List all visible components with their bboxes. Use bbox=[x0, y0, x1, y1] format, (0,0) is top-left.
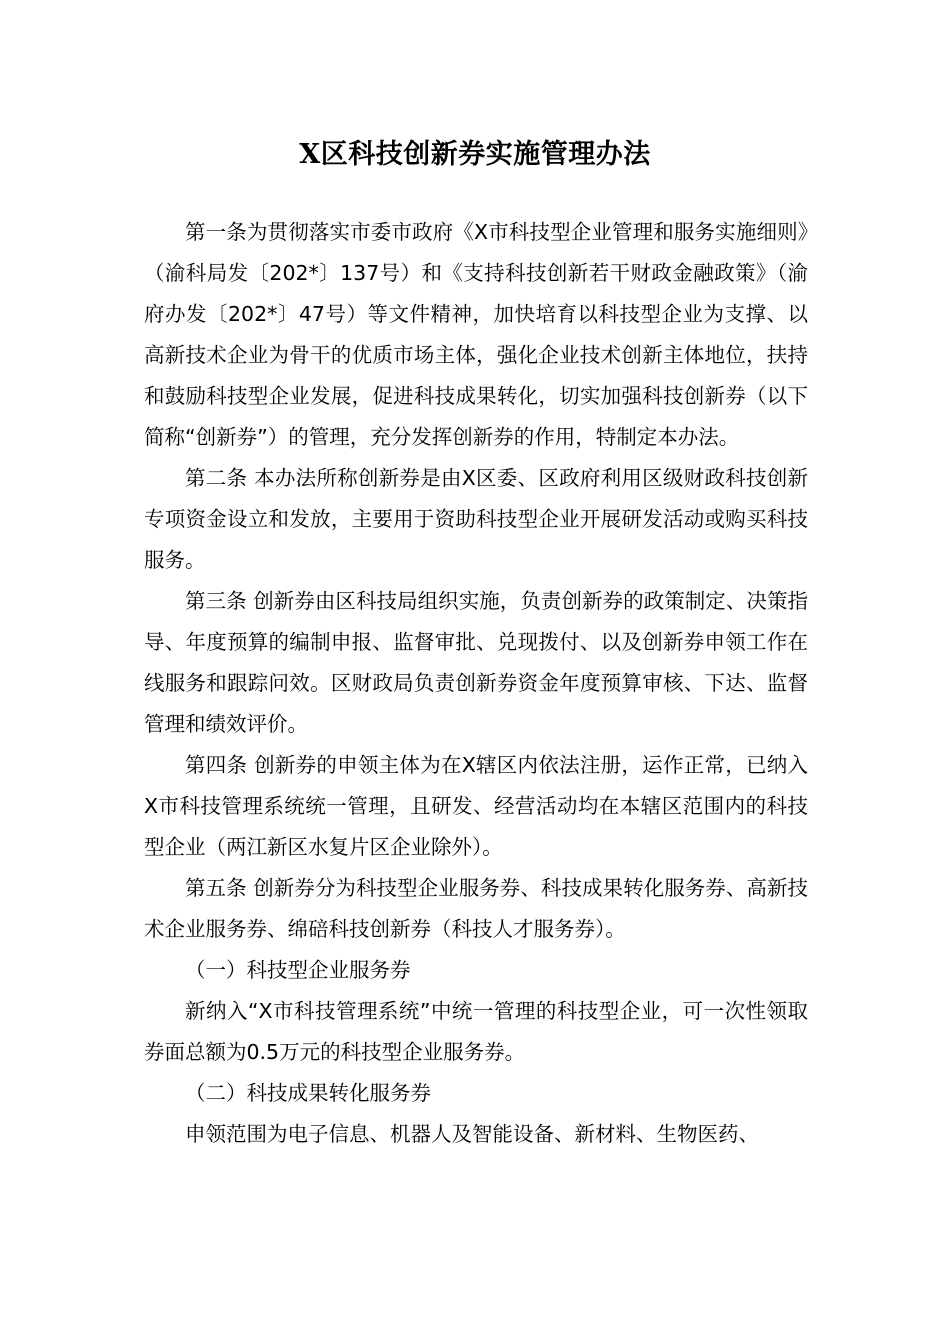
section-2-paragraph: 申领范围为电子信息、机器人及智能设备、新材料、生物医药、 bbox=[185, 1122, 759, 1146]
section-heading-1: （一）科技型企业服务券 bbox=[185, 958, 411, 982]
article-2-paragraph: 第二条 本办法所称创新券是由X区委、区政府利用区级财政科技创新专项资金设立和发放，主要用于资助科技型企业开展研发活动或购买科技服务。 bbox=[144, 466, 808, 572]
document-title: X区科技创新券实施管理办法 bbox=[299, 139, 651, 170]
article-4-paragraph: 第四条 创新券的申领主体为在X辖区内依法注册，运作正常，已纳入X市科技管理系统统一管理，且研发、经营活动均在本辖区范围内的科技型企业（两江新区水复片区企业除外）。 bbox=[144, 753, 808, 859]
article-3-paragraph: 第三条 创新券由区科技局组织实施，负责创新券的政策制定、决策指导、年度预算的编制申报、监督审批、兑现拨付、以及创新券申领工作在线服务和跟踪问效。区财政局负责创新券资金年度预算审核、下达、监督管理和绩效评价。 bbox=[144, 589, 808, 736]
article-5-paragraph: 第五条 创新券分为科技型企业服务券、科技成果转化服务券、高新技术企业服务券、绵碚科技创新券（科技人才服务券）。 bbox=[144, 876, 808, 941]
article-1-paragraph: 第一条为贯彻落实市委市政府《X市科技型企业管理和服务实施细则》（渝科局发〔202*〕137号）和《支持科技创新若干财政金融政策》（渝府办发〔202*〕47号）等文件精神，加快培育以科技型企业为支撑、以高新技术企业为骨干的优质市场主体，强化企业技术创新主体地位，扶持和鼓励科技型企业发展，促进科技成果转化，切实加强科技创新券（以下简称“创新券”）的管理，充分发挥创新券的作用，特制定本办法。 bbox=[144, 220, 808, 449]
document-body bbox=[144, 212, 808, 1155]
section-heading-2: （二）科技成果转化服务券 bbox=[185, 1081, 431, 1105]
section-1-paragraph: 新纳入“X市科技管理系统”中统一管理的科技型企业，可一次性领取券面总额为0.5万元的科技型企业服务券。 bbox=[144, 999, 808, 1064]
